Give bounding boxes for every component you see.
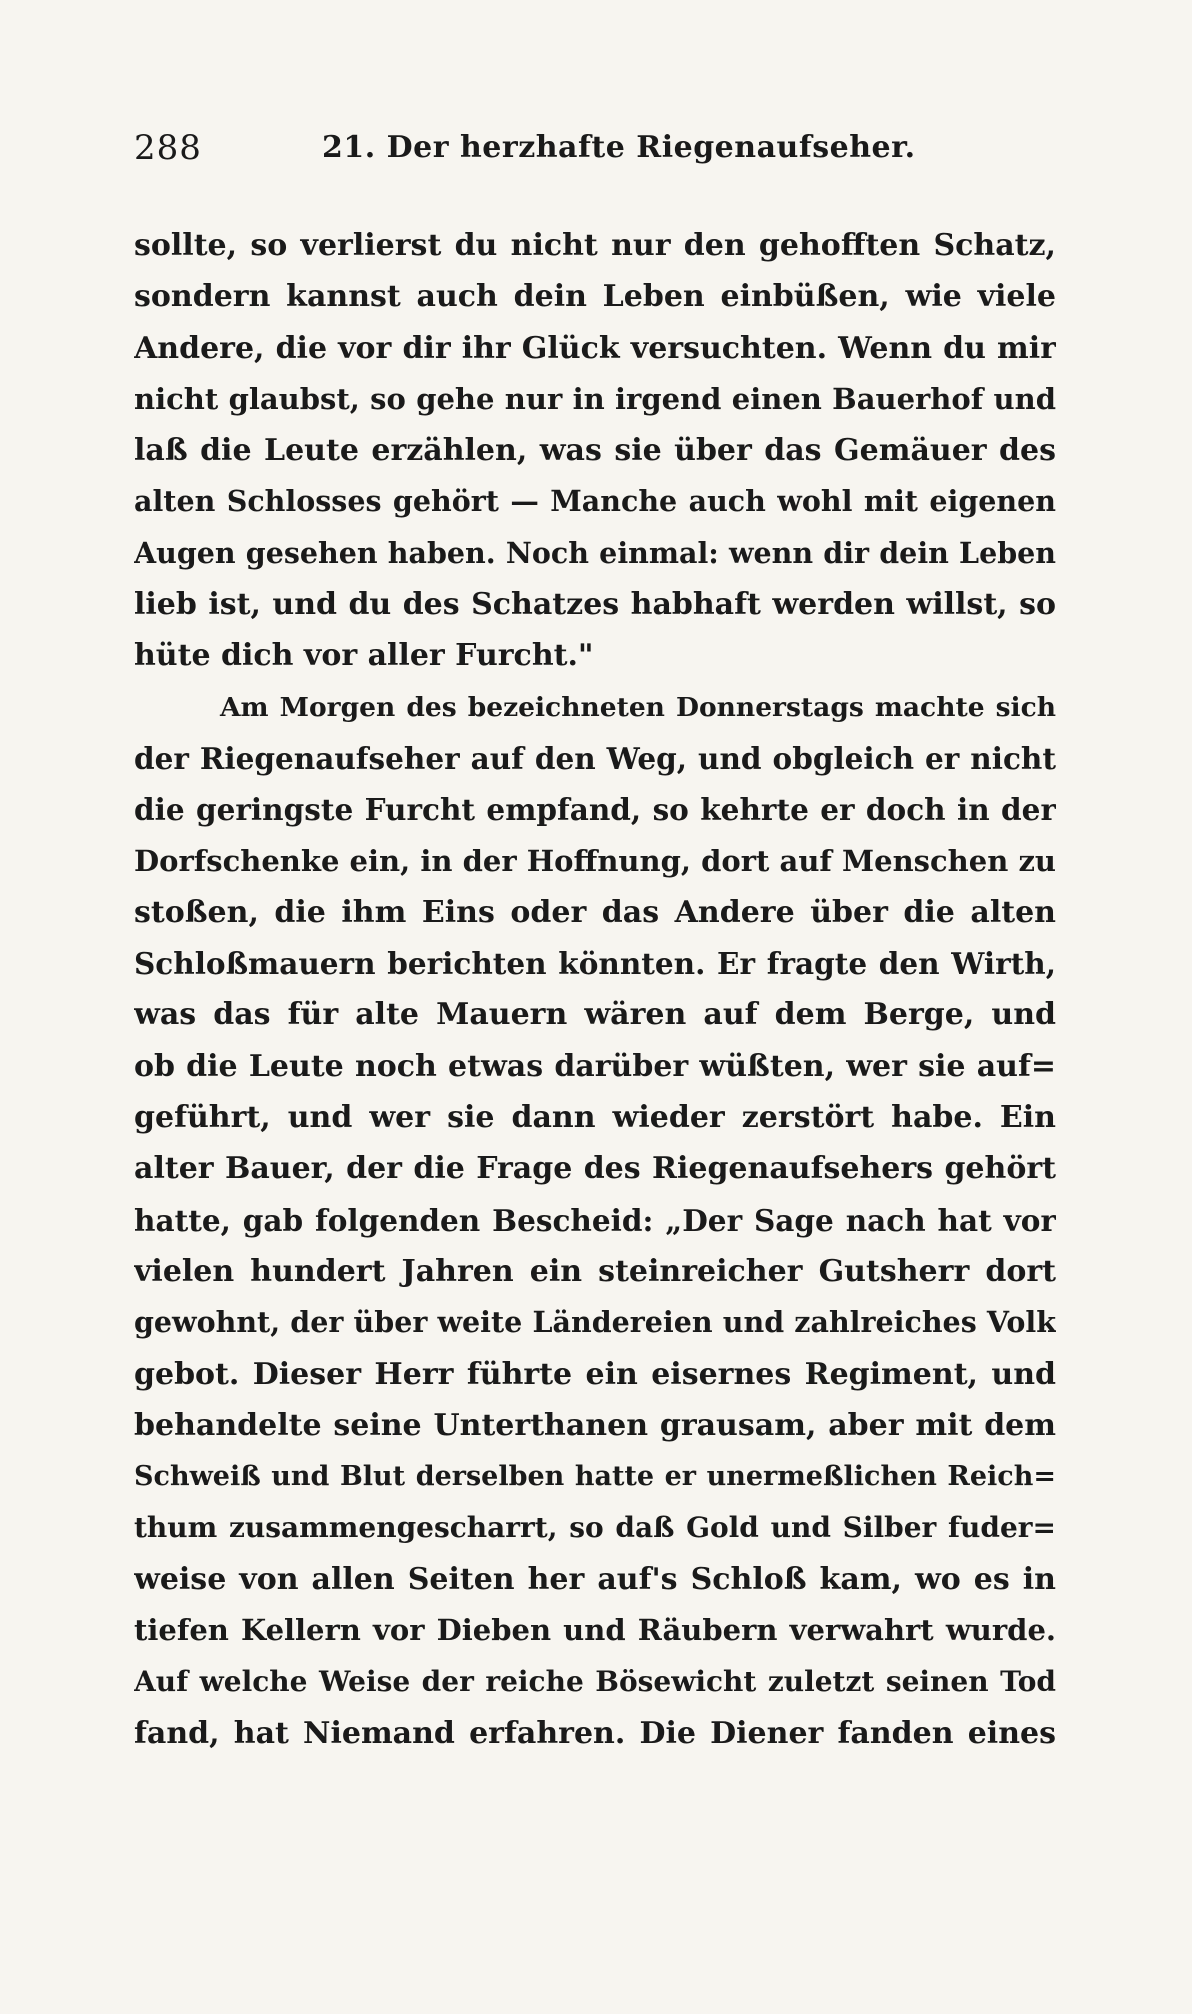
- text-line: Auf welche Weise der reiche Bösewicht zuletzt seinen Tod: [134, 1665, 1056, 1699]
- text-line: stoßen, die ihm Eins oder das Andere über die alten: [134, 894, 1056, 930]
- text-line: was das für alte Mauern wären auf dem Berge, und: [134, 997, 1056, 1033]
- text-line: sollte, so verlierst du nicht nur den gehofften Schatz,: [134, 228, 1056, 263]
- page-number: 288: [134, 128, 202, 168]
- text-line: lieb ist, und du des Schatzes habhaft werden willst, so: [134, 587, 1056, 623]
- page-header: [134, 128, 1056, 178]
- running-title: 21. Der herzhafte Riegenaufseher.: [322, 130, 916, 165]
- text-line: hatte, gab folgenden Bescheid: „Der Sage nach hat vor: [134, 1202, 1056, 1238]
- text-line: Am Morgen des bezeichneten Donnerstags machte sich: [220, 691, 1056, 723]
- text-line: ob die Leute noch etwas darüber wüßten, wer sie auf=: [134, 1048, 1056, 1084]
- text-line: Andere, die vor dir ihr Glück versuchten. Wenn du mir: [134, 330, 1056, 366]
- text-line: Augen gesehen haben. Noch einmal: wenn dir dein Leben: [134, 535, 1056, 570]
- text-line: alten Schlosses gehört — Manche auch wohl mit eigenen: [134, 484, 1056, 519]
- text-line: Schloßmauern berichten könnten. Er fragte den Wirth,: [134, 946, 1056, 982]
- text-line: Dorfschenke ein, in der Hoffnung, dort auf Menschen zu: [134, 843, 1056, 878]
- text-line: weise von allen Seiten her auf's Schloß kam, wo es in: [134, 1561, 1056, 1597]
- text-line: tiefen Kellern vor Dieben und Räubern verwahrt wurde.: [134, 1613, 1056, 1648]
- text-line: alter Bauer, der die Frage des Riegenaufsehers gehört: [134, 1151, 1056, 1187]
- text-line: der Riegenaufseher auf den Weg, und obgleich er nicht: [134, 740, 1056, 776]
- body-text: [134, 220, 1056, 1759]
- text-line: die geringste Furcht empfand, so kehrte er doch in der: [134, 792, 1056, 828]
- text-line: hüte dich vor aller Furcht.": [134, 638, 594, 674]
- text-line: behandelte seine Unterthanen grausam, aber mit dem: [134, 1407, 1056, 1443]
- text-line: Schweiß und Blut derselben hatte er unermeßlichen Reich=: [134, 1461, 1056, 1493]
- text-line: gewohnt, der über weite Ländereien und zahlreiches Volk: [134, 1305, 1056, 1340]
- text-line: gebot. Dieser Herr führte ein eisernes Regiment, und: [134, 1356, 1056, 1392]
- text-line: vielen hundert Jahren ein steinreicher Gutsherr dort: [134, 1253, 1056, 1289]
- text-line: nicht glaubst, so gehe nur in irgend einen Bauerhof und: [134, 381, 1056, 416]
- text-line: geführt, und wer sie dann wieder zerstört habe. Ein: [134, 1100, 1056, 1136]
- text-line: sondern kannst auch dein Leben einbüßen, wie viele: [134, 279, 1056, 315]
- text-line: thum zusammengescharrt, so daß Gold und Silber fuder=: [134, 1511, 1056, 1545]
- text-line: laß die Leute erzählen, was sie über das Gemäuer des: [134, 433, 1056, 469]
- text-line: fand, hat Niemand erfahren. Die Diener fanden eines: [134, 1715, 1056, 1751]
